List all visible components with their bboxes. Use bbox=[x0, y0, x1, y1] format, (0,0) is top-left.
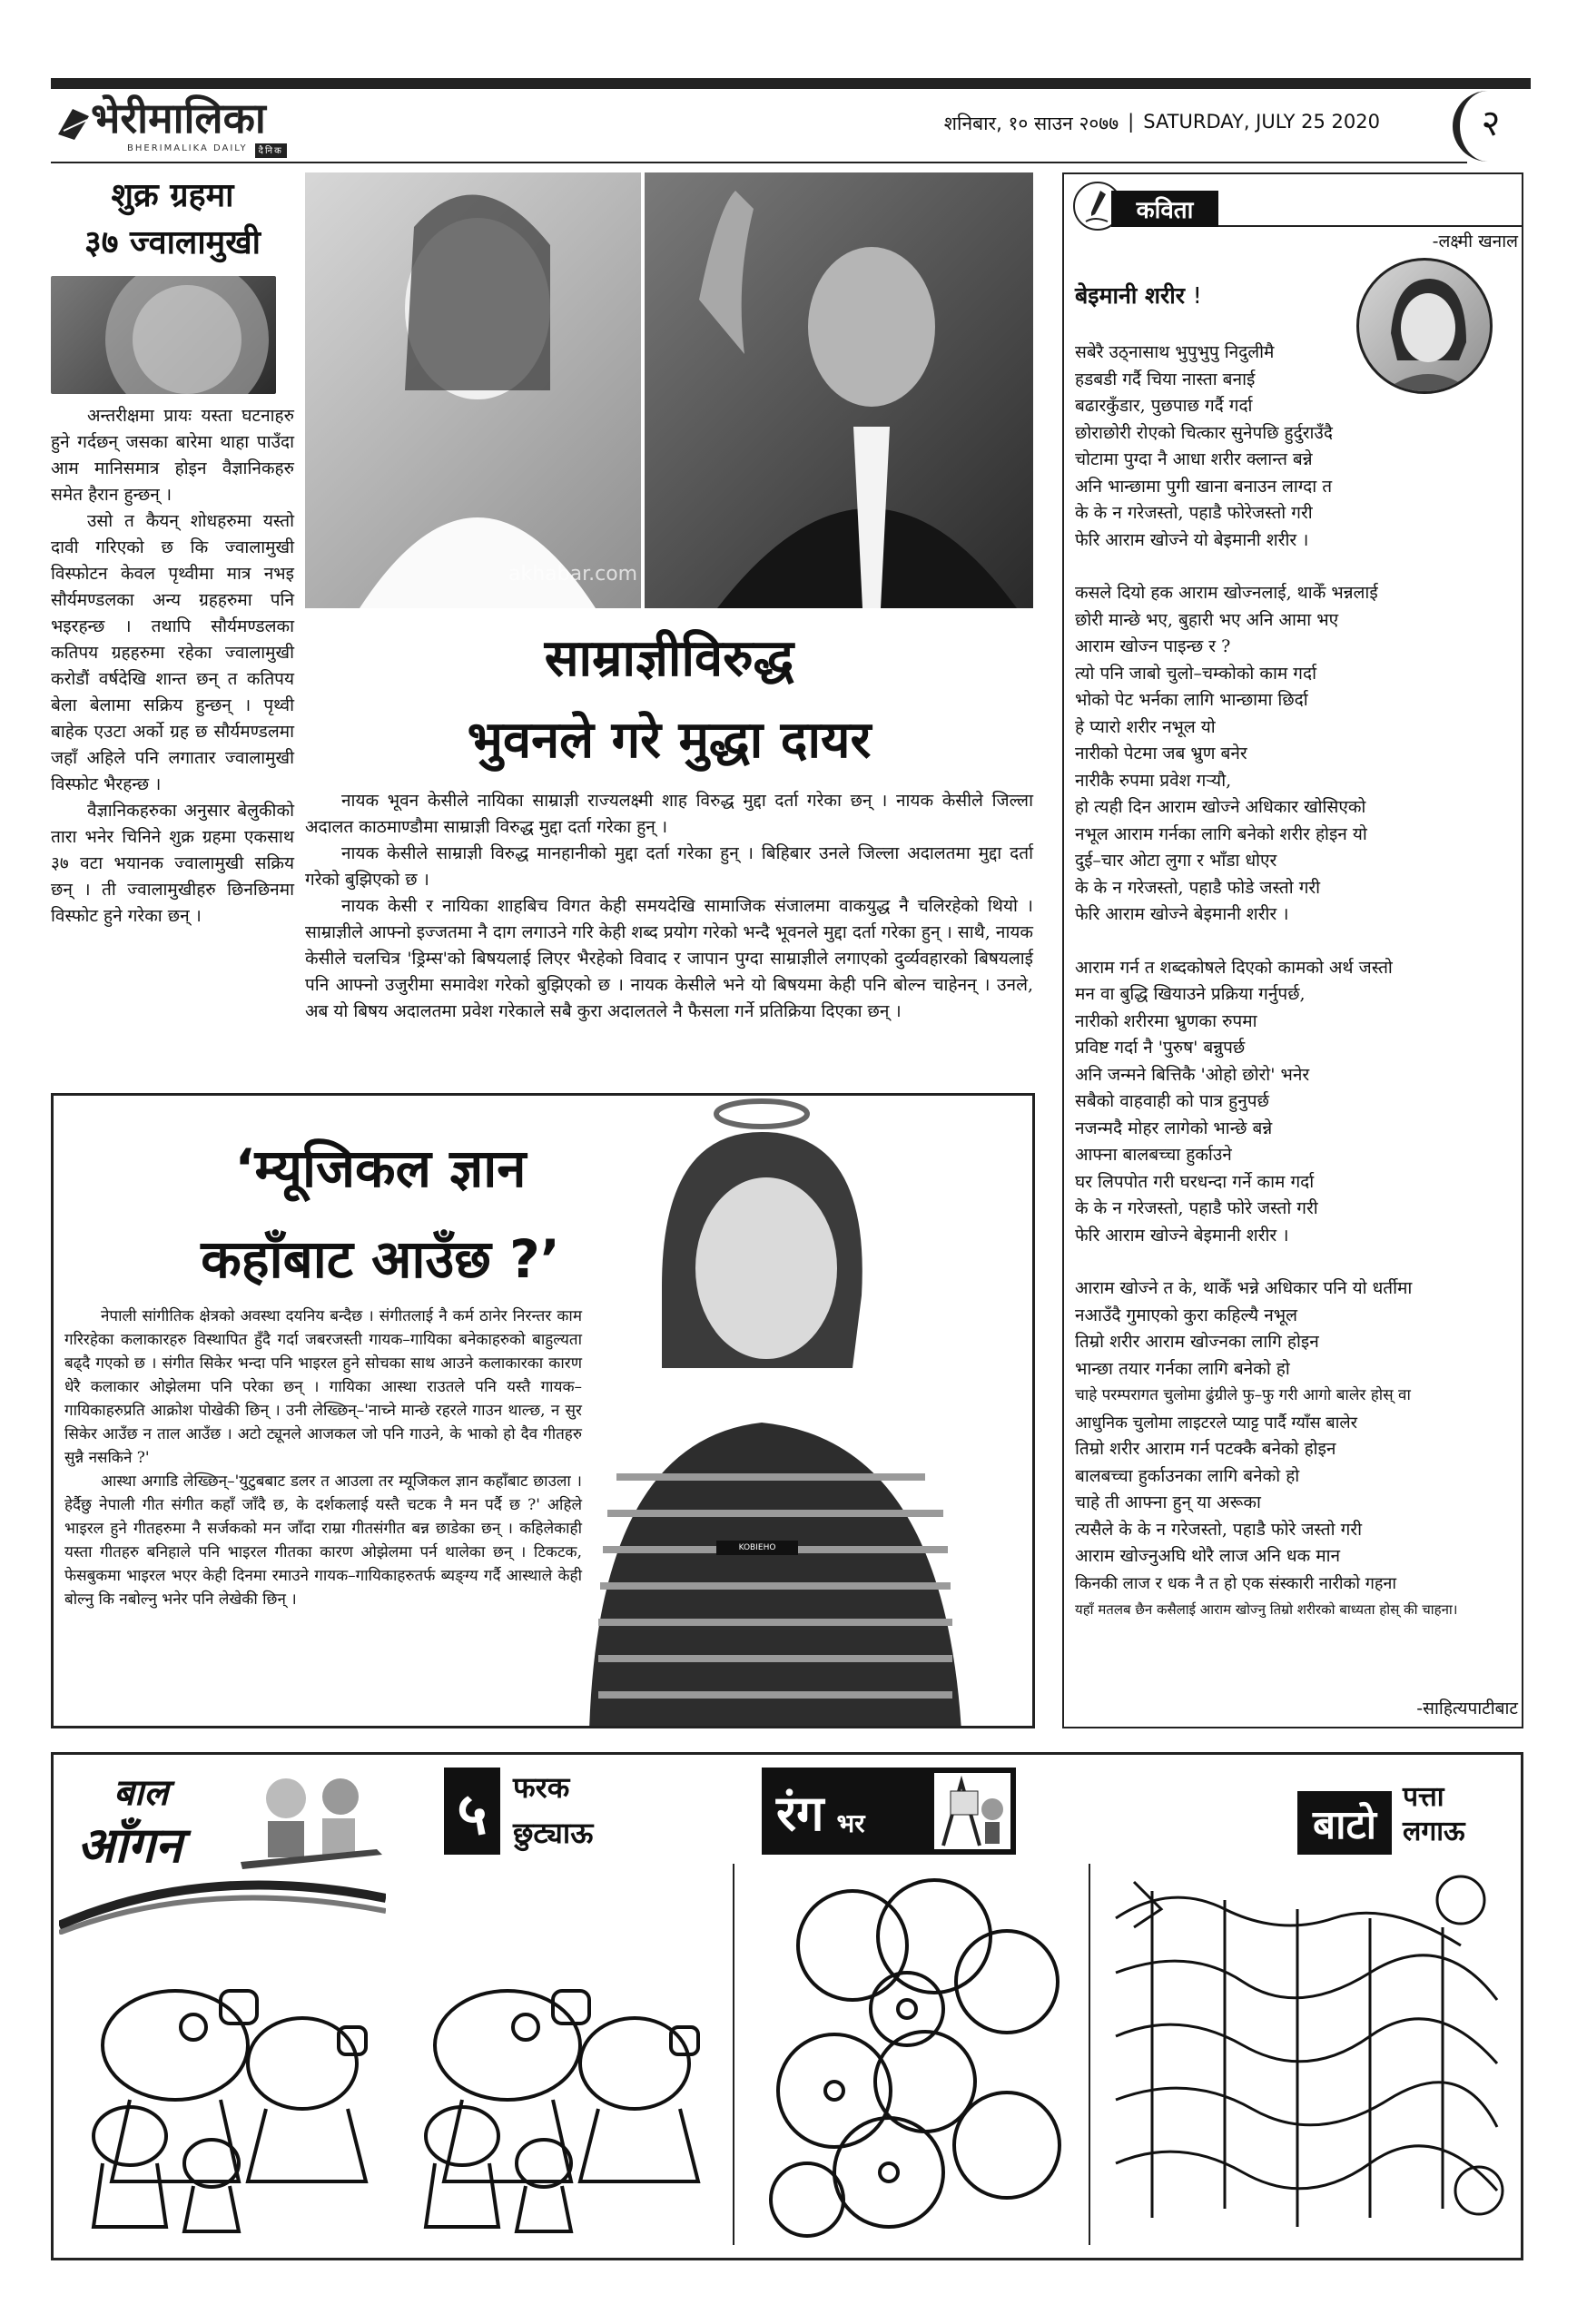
poem-line: चाहे परम्परागत चुलोमा ढुंग्रीले फु–फु गरी आगो बालेर होस् वा bbox=[1075, 1386, 1411, 1404]
poem-line: तिम्रो शरीर आराम गर्न पटक्कै बनेको होइन bbox=[1075, 1439, 1336, 1459]
header-rule-bar bbox=[51, 78, 1531, 89]
poem-line: भान्छा तयार गर्नका लागि बनेको हो bbox=[1075, 1358, 1290, 1379]
poem-line: दुई–चार ओटा लुगा र भाँडा धोएर bbox=[1075, 851, 1277, 871]
maze-picture bbox=[1098, 1864, 1521, 2245]
poem-line: त्यसैले के के न गरेजस्तो, पहाडै फोरे जस्तो गरी bbox=[1075, 1519, 1362, 1540]
poem-box bbox=[1062, 172, 1523, 1728]
poem-line: कसले दियो हक आराम खोज्नलाई, थाकेँ भन्नलाई bbox=[1075, 583, 1378, 603]
singer-photo bbox=[562, 1096, 1034, 1728]
main-paragraph-2: नायक केसीले साम्राज्ञी विरुद्ध मानहानीको मुद्दा दर्ता गरेका हुन् । बिहिबार उनले जिल्ला अदालतमा मुद्दा दर्ता गरेको बुझिएको छ । bbox=[305, 843, 1033, 890]
poem-line: नारीको पेटमा जब भ्रुण बनेर bbox=[1075, 743, 1247, 763]
poem-source: -साहित्यपाटीबाट bbox=[1416, 1699, 1518, 1718]
poem-line: आधुनिक चुलोमा लाइटरले प्याट्ट पार्दै ग्याँस बालेर bbox=[1075, 1413, 1357, 1433]
kids-logo-swoosh bbox=[59, 1871, 386, 1935]
music-headline-line-2: कहाँबाट आउँछ ?’ bbox=[201, 1228, 560, 1290]
poem-line: नआउँदै गुमाएको कुरा कहिल्यै नभूल bbox=[1075, 1305, 1297, 1325]
poem-line: आराम खोज्न पाइन्छ र ? bbox=[1075, 636, 1231, 656]
poem-title bbox=[1075, 280, 1347, 316]
kids-corner-box bbox=[51, 1752, 1523, 2260]
poem-line: के के न गरेजस्तो, पहाडै फोरेजस्तो गरी bbox=[1075, 503, 1313, 523]
poem-stanza bbox=[1075, 955, 1520, 1250]
poem-line: मन वा बुद्धि खियाउने प्रक्रिया गर्नुपर्छ, bbox=[1075, 984, 1306, 1004]
venus-headline-line-2: ३७ ज्वालामुखी bbox=[84, 224, 261, 261]
poem-line: आफ्ना बालबच्चा हुर्काउने bbox=[1075, 1145, 1232, 1165]
coloring-title-2: भर bbox=[836, 1808, 865, 1838]
poem-section-label: कविता bbox=[1111, 191, 1218, 227]
poem-line: चोटामा पुग्दा नै आधा शरीर क्लान्त बन्ने bbox=[1075, 449, 1313, 469]
poem-line: छोराछोरी रोएको चित्कार सुनेपछि हुर्दुराउँदै bbox=[1075, 422, 1333, 443]
shirt-label: KOBIEHO bbox=[738, 1543, 776, 1552]
poem-stanza bbox=[1075, 340, 1520, 554]
poem-line: फेरि आराम खोज्ने बेइमानी शरीर । bbox=[1075, 904, 1289, 924]
poem-stanza bbox=[1075, 1275, 1520, 1624]
logo-subtitle-english: BHERIMALIKA DAILY bbox=[127, 143, 248, 153]
poem-author: -लक्ष्मी खनाल bbox=[1432, 231, 1518, 251]
left-column-story bbox=[51, 172, 294, 1080]
maze-title-2: पत्ता bbox=[1403, 1781, 1444, 1813]
poem-line: बढारकुँडार, पुछपाछ गर्दै गर्दा bbox=[1075, 396, 1253, 416]
kids-logo-line-2: आँगन bbox=[77, 1817, 182, 1874]
coloring-flower-picture bbox=[753, 1873, 1079, 2245]
spot-difference-picture-b bbox=[408, 1964, 707, 2236]
main-paragraph-1: नायक भूवन केसीले नायिका साम्राज्ञी राज्यलक्ष्मी शाह विरुद्ध मुद्दा दर्ता गरेका छन् । नायक केसीले जिल्ला अदालत काठमाण्डौमा साम्राज्ञी विरुद्ध मुद्दा दर्ता गरेका हुन् । bbox=[305, 791, 1033, 837]
poem-line: घर लिपपोत गरी घरधन्दा गर्ने काम गर्दा bbox=[1075, 1171, 1315, 1192]
venus-volcano-photo bbox=[51, 276, 276, 394]
poem-line: आराम गर्न त शब्दकोषले दिएको कामको अर्थ जस्तो bbox=[1075, 957, 1393, 978]
poem-line: हो त्यही दिन आराम खोज्ने अधिकार खोसिएको bbox=[1075, 797, 1366, 817]
page-number: २ bbox=[1481, 103, 1501, 144]
kids-riding-pencil-icon bbox=[232, 1771, 386, 1880]
poem-line: यहाँ मतलब छैन कसैलाई आराम खोज्नु तिम्रो शरीरको बाध्यता होस् की चाहना। bbox=[1075, 1601, 1458, 1618]
date-nepali: शनिबार, १० साउन २०७७ bbox=[943, 113, 1119, 134]
poem-line: प्रविष्ट गर्दा नै 'पुरुष' बन्नुपर्छ bbox=[1075, 1038, 1246, 1058]
actress-photo bbox=[305, 172, 641, 608]
venus-paragraph-2: उसो त कैयन् शोधहरुमा यस्तो दावी गरिएको छ कि ज्वालामुखी विस्फोटन केवल पृथ्वीमा मात्र नभइ सौर्यमण्डलका अन्य ग्रहहरुमा पनि भइरहन्छ । तथापि सौर्यमण्डलका कतिपय ग्रहहरुमा रहेका ज्वालामुखी करोडौं वर्षदेखि शान्त छन् त कतिपय बेला बेलामा सक्रिय हुन्छन् । पृथ्वी बाहेक एउटा अर्को ग्रह छ सौर्यमण्डलमा जहाँ अहिले पनि लगातार ज्वालामुखी विस्फोट भैरहन्छ । bbox=[51, 511, 294, 794]
logo-subtitle-daily: दैनिक bbox=[255, 143, 287, 158]
newspaper-logo-subtitle bbox=[127, 143, 345, 158]
poem-line: किनकी लाज र धक नै त हो एक संस्कारी नारीको गहना bbox=[1075, 1573, 1397, 1593]
poem-line: हडबडी गर्दै चिया नास्ता बनाई bbox=[1075, 369, 1256, 389]
poem-line: छोरी मान्छे भए, बुहारी भए अनि आमा भए bbox=[1075, 609, 1339, 630]
photo-watermark: akhabar.com bbox=[508, 563, 638, 586]
header-thin-rule bbox=[51, 162, 1467, 163]
kids-corner-logo bbox=[59, 1762, 386, 1935]
poem-line: त्यो पनि जाबो चुलो–चम्कोको काम गर्दा bbox=[1075, 663, 1317, 684]
poem-line: चाहे ती आफ्ना हुन् या अरूका bbox=[1075, 1492, 1261, 1512]
poem-line: अनि भान्छामा पुगी खाना बनाउन लाग्दा त bbox=[1075, 476, 1333, 497]
venus-paragraph-3: वैज्ञानिकहरुका अनुसार बेलुकीको तारा भनेर चिनिने शुक्र ग्रहमा एकसाथ ३७ वटा भयानक ज्वालामुखी सक्रिय छन् । ती ज्वालामुखीहरु छिनछिनमा विस्फोट हुने गरेका छन् । bbox=[51, 801, 294, 926]
spot-difference-number: ५ bbox=[444, 1768, 500, 1855]
poem-line: तिम्रो शरीर आराम खोज्नका लागि होइन bbox=[1075, 1332, 1319, 1352]
easel-kid-icon bbox=[934, 1773, 1010, 1849]
poem-line: नारीको शरीरमा भ्रुणका रुपमा bbox=[1075, 1010, 1257, 1031]
date-english: SATURDAY, JULY 25 2020 bbox=[1143, 111, 1380, 133]
main-headline-line-1: साम्राज्ञीविरुद्ध bbox=[544, 629, 794, 688]
kids-divider-2 bbox=[1089, 1864, 1090, 2245]
music-story-body bbox=[64, 1305, 582, 1722]
maze-title-1: बाटो bbox=[1297, 1791, 1392, 1855]
main-story-body bbox=[305, 788, 1033, 1078]
maze-title-3: लगाऊ bbox=[1403, 1816, 1465, 1847]
poem-line: अनि जन्मने बित्तिकै 'ओहो छोरो' भनेर bbox=[1075, 1064, 1310, 1085]
venus-paragraph-1: अन्तरीक्षमा प्रायः यस्ता घटनाहरु हुने गर्दछन् जसका बारेमा थाहा पाउँदा आम मानिसमात्र होइन वैज्ञानिकहरु समेत हैरान हुन्छन् । bbox=[51, 406, 294, 505]
poem-stanza bbox=[1075, 580, 1520, 929]
poem-title-mark: ! bbox=[1192, 282, 1202, 309]
poem-line: फेरि आराम खोज्ने यो बेइमानी शरीर । bbox=[1075, 529, 1309, 550]
poem-line: सबैको वाहवाही को पात्र हुनुपर्छ bbox=[1075, 1091, 1269, 1111]
venus-headline-line-1: शुक्र ग्रहमा bbox=[111, 177, 234, 214]
poem-line: नभूल आराम गर्नका लागि बनेको शरीर होइन यो bbox=[1075, 823, 1367, 844]
newspaper-logo-icon bbox=[54, 103, 93, 142]
poem-line: सबेरै उठ्नासाथ भुपुभुपु निदुलीमै bbox=[1075, 342, 1275, 362]
issue-date-line bbox=[872, 111, 1380, 138]
spot-difference-picture-a bbox=[75, 1964, 375, 2236]
poem-title-text: बेइमानी शरीर bbox=[1075, 282, 1185, 309]
spot-difference-title-1: फरक bbox=[513, 1770, 570, 1805]
poem-line: हे प्यारो शरीर नभूल यो bbox=[1075, 716, 1216, 737]
music-headline-line-1: ‘म्यूजिकल ज्ञान bbox=[234, 1137, 527, 1199]
poem-line: भोको पेट भर्नका लागि भान्छामा छिर्दा bbox=[1075, 690, 1308, 710]
kids-logo-line-1: बाल bbox=[113, 1772, 169, 1814]
spot-difference-title-2: छुट्याऊ bbox=[513, 1816, 594, 1850]
coloring-title-1: रंग bbox=[776, 1785, 824, 1842]
poem-section-rule bbox=[1218, 225, 1523, 227]
poem-body bbox=[1075, 340, 1520, 1683]
poem-line: नारीकै रुपमा प्रवेश गऱ्यौ, bbox=[1075, 770, 1232, 791]
date-separator: | bbox=[1128, 111, 1135, 133]
poem-line: के के न गरेजस्तो, पहाडै फोडे जस्तो गरी bbox=[1075, 877, 1321, 898]
poem-line: नजन्मदै मोहर लागेको भान्छे बन्ने bbox=[1075, 1118, 1273, 1138]
main-paragraph-3: नायक केसी र नायिका शाहबिच विगत केही समयदेखि सामाजिक संजालमा वाकयुद्ध नै चलिरहेको थियो । साम्राज्ञीले आफ्नो इज्जतमा नै दाग लगाउने गरि केही शब्द प्रयोग गरेको भन्दै भूवनले मुद्दा दर्ता गरेका हुन् । साथै, नायक केसीले चलचित्र 'ड्रिम्स'को बिषयलाई लिएर भैरहेको विवाद र जापान पुग्दा साम्राज्ञीले लगाएको दुर्व्यवहारको बिषयलाई पनि आफ्नो उजुरीमा समावेश गरेको बुझिएको छ । नायक केसीले भने यो बिषयमा केही पनि बोल्न चाहेनन् । उनले, अब यो बिषय अदालतमा प्रवेश गरेकाले सबै कुरा अदालतले नै फैसला गर्ने प्रतिक्रिया दिएका छन् । bbox=[305, 896, 1033, 1021]
poem-line: के के न गरेजस्तो, पहाडै फोरे जस्तो गरी bbox=[1075, 1198, 1318, 1218]
poem-line: आराम खोज्ने त के, थाकेँ भन्ने अधिकार पनि यो धर्तीमा bbox=[1075, 1278, 1413, 1298]
music-paragraph-1: नेपाली सांगीतिक क्षेत्रको अवस्था दयनिय बन्दैछ । संगीतलाई नै कर्म ठानेर निरन्तर काम गरिरहेका कलाकारहरु विस्थापित हुँदै गर्दा जबरजस्ती गायक–गायिका बनेकाहरुको बाहुल्यता बढ्दै गएको छ । संगीत सिकेर भन्दा पनि भाइरल हुने सोचका साथ आउने कलाकारका कारण धेरै कलाकार ओझेलमा पनि परेका छन् । गायिका आस्था राउतले पनि यस्तै गायक–गायिकाहरुप्रति आक्रोश पोखेकी छिन् । उनी लेख्छिन्–'नाच्ने मान्छे रहरले गाउन थाल्छ, न सुर सिकेर आउँछ न ताल आउँछ । अटो ट्यूनले आजकल जो पनि गाउने, के भाको हो दैव गीतहरु सुन्नै नसकिने ?' bbox=[64, 1307, 582, 1467]
poem-line: फेरि आराम खोज्ने बेइमानी शरीर । bbox=[1075, 1225, 1289, 1246]
main-headline-line-2: भुवनले गरे मुद्धा दायर bbox=[467, 711, 872, 770]
actor-photo bbox=[645, 172, 1033, 608]
poem-line: बालबच्चा हुर्काउनका लागि बनेको हो bbox=[1075, 1465, 1300, 1486]
coloring-title-panel bbox=[762, 1768, 1016, 1855]
newspaper-logo: भेरीमालिका bbox=[91, 94, 266, 143]
music-story-box bbox=[51, 1093, 1035, 1728]
masthead bbox=[0, 78, 1577, 169]
poem-line: आराम खोज्नुअघि थोरै लाज अनि धक मान bbox=[1075, 1546, 1341, 1566]
music-paragraph-2: आस्था अगाडि लेख्छिन्–'युटुबबाट डलर त आउला तर म्यूजिकल ज्ञान कहाँबाट छाउला । हेर्दैछु नेपाली गीत संगीत कहाँ जाँदै छ, के दर्शकलाई यस्तै चटक नै मन पर्दै छ ?' अहिले भाइरल हुने गीतहरुमा नै सर्जकको मन जाँदा राम्रा गीतसंगीत बन्न छाडेका छन् । कहिलेकाही यस्ता गीतहरु बनिहाले पनि भाइरल गीतका कारण ओझेलमा पर्न थालेका छन् । टिकटक, फेसबुकमा भाइरल भएर केही दिनमा रमाउने गायक–गायिकाहरुतर्फ ब्यङ्ग्य गर्दै आस्थाले केही बोल्नु कि नबोल्नु भनेर पनि लेखेकी छिन् । bbox=[64, 1472, 582, 1609]
kids-divider-1 bbox=[733, 1864, 734, 2245]
